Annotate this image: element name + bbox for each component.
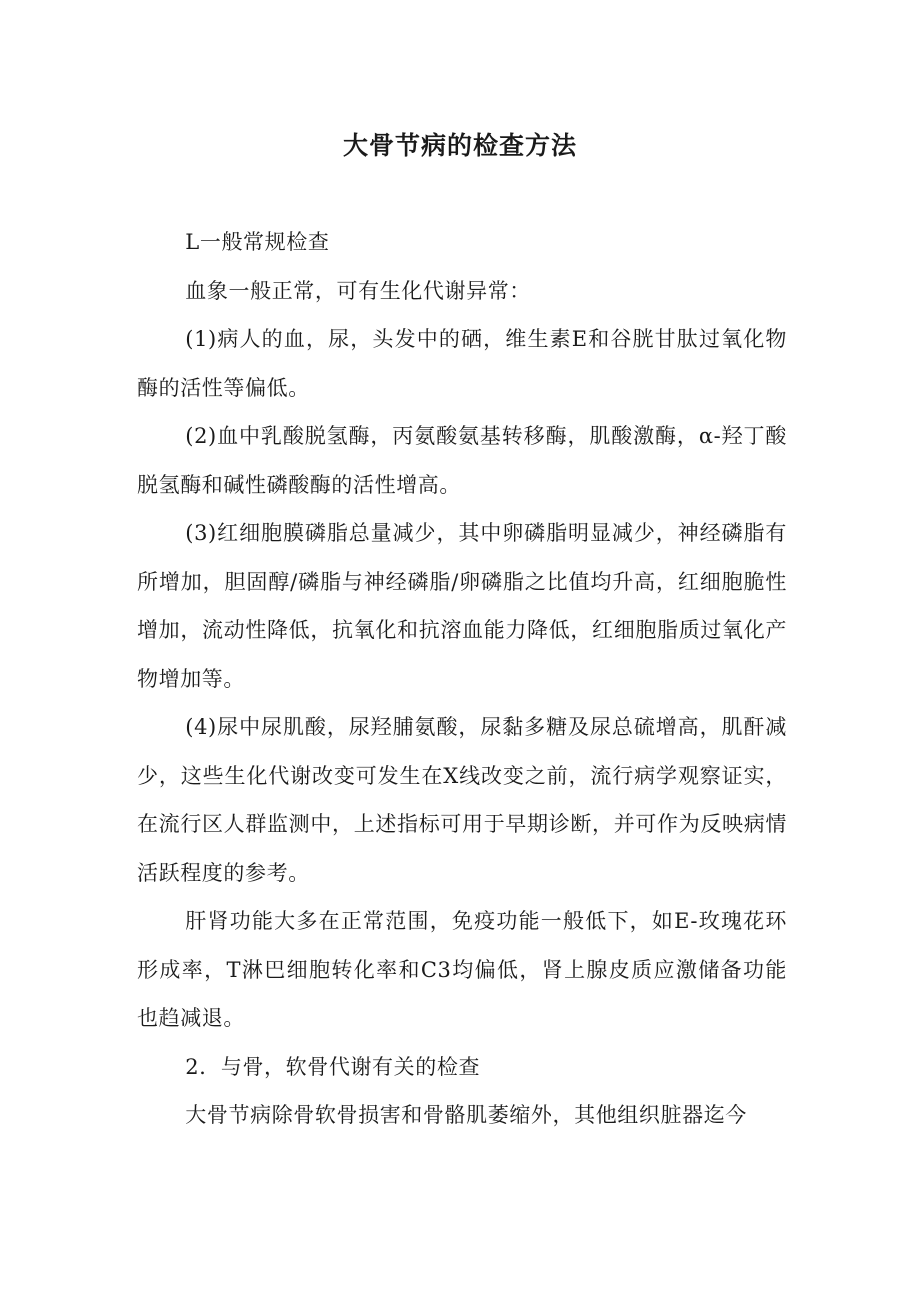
paragraph-blood-overview: 血象一般正常，可有生化代谢异常： (185, 278, 531, 303)
section-heading-general-exam: L一般常规检查 (185, 230, 330, 254)
document-body (137, 218, 787, 1140)
paragraph-item-3: (3)红细胞膜磷脂总量减少，其中卵磷脂明显减少，神经磷脂有所增加，胆固醇/磷脂与神经磷脂/卵磷脂之比值均升高，红细胞脆性增加，流动性降低，抗氧化和抗溶血能力降低，红细胞脂质过氧化产物增加等。 (137, 521, 787, 691)
paragraph-item-1: (1)病人的血，尿，头发中的硒，维生素E和谷胱甘肽过氧化物酶的活性等偏低。 (137, 327, 787, 400)
paragraph-liver-kidney-immune: 肝肾功能大多在正常范围，免疫功能一般低下，如E-玫瑰花环形成率，T淋巴细胞转化率和C3均偏低，肾上腺皮质应激储备功能也趋减退。 (137, 909, 787, 1030)
paragraph-bone-cartilage-intro: 大骨节病除骨软骨损害和骨骼肌萎缩外，其他组织脏器迄今 (185, 1103, 747, 1127)
paragraph-item-4: (4)尿中尿肌酸，尿羟脯氨酸，尿黏多糖及尿总硫增高，肌酐减少，这些生化代谢改变可发生在X线改变之前，流行病学观察证实，在流行区人群监测中，上述指标可用于早期诊断，并可作为反映病情活跃程度的参考。 (137, 715, 787, 885)
paragraph-item-2: (2)血中乳酸脱氢酶，丙氨酸氨基转移酶，肌酸激酶，α-羟丁酸脱氢酶和碱性磷酸酶的活性增高。 (137, 424, 787, 497)
page-title: 大骨节病的检查方法 (342, 131, 577, 160)
section-heading-bone-cartilage: 2．与骨，软骨代谢有关的检查 (185, 1054, 481, 1079)
